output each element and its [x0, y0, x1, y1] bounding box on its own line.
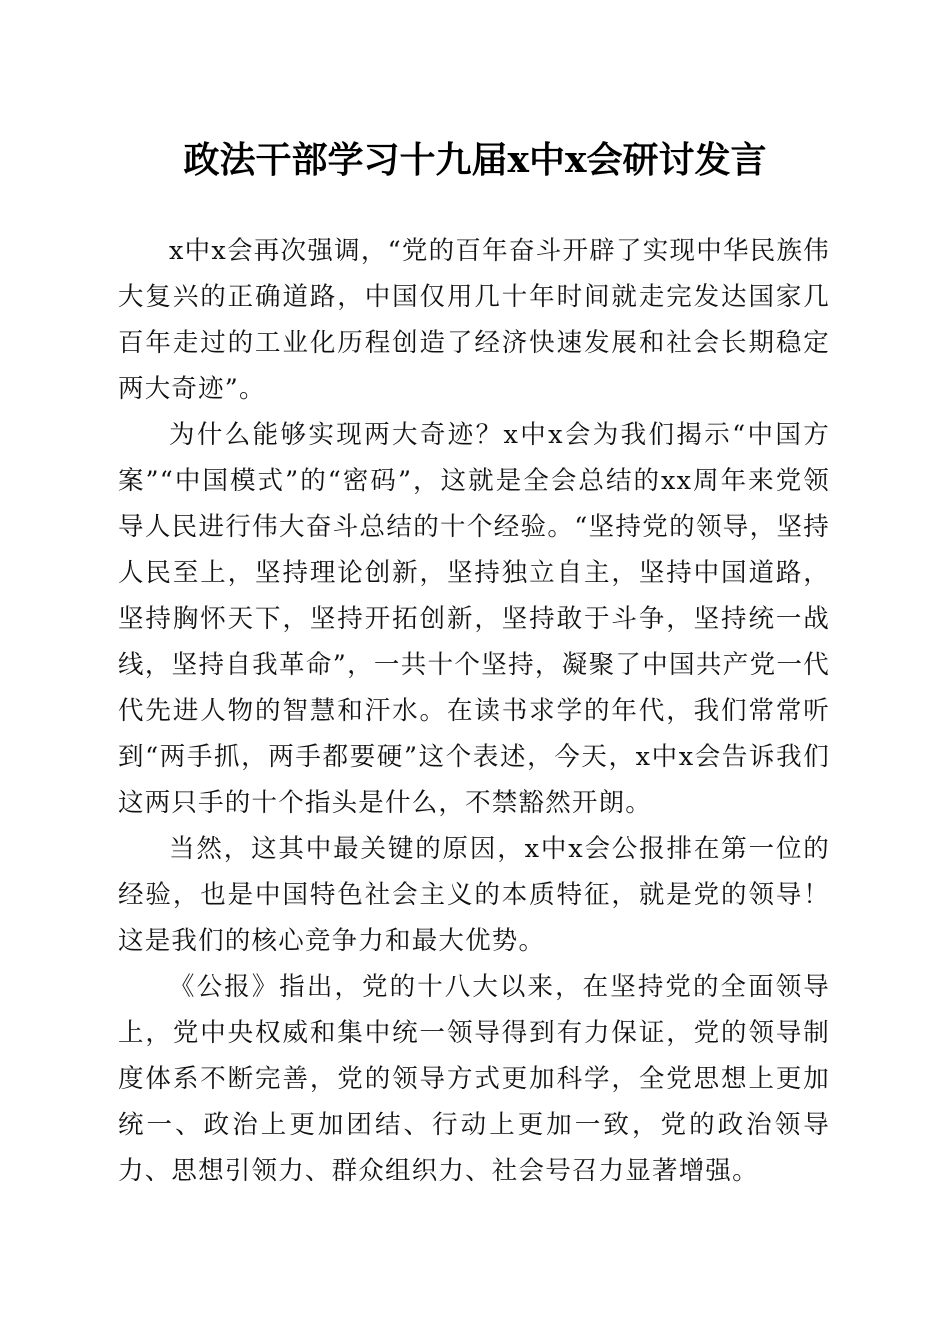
document-body	[118, 228, 830, 1194]
paragraph-2: 为什么能够实现两大奇迹？x中x会为我们揭示“中国方案”“中国模式”的“密码”，这就是全会总结的xx周年来党领导人民进行伟大奋斗总结的十个经验。“坚持党的领导，坚持人民至上，坚持理论创新，坚持独立自主，坚持中国道路，坚持胸怀天下，坚持开拓创新，坚持敢于斗争，坚持统一战线，坚持自我革命”，一共十个坚持，凝聚了中国共产党一代代先进人物的智慧和汗水。在读书求学的年代，我们常常听到“两手抓，两手都要硬”这个表述，今天，x中x会告诉我们这两只手的十个指头是什么，不禁豁然开朗。	[118, 420, 830, 818]
paragraph-4: 《公报》指出，党的十八大以来，在坚持党的全面领导上，党中央权威和集中统一领导得到有力保证，党的领导制度体系不断完善，党的领导方式更加科学，全党思想上更加统一、政治上更加团结、行动上更加一致，党的政治领导力、思想引领力、群众组织力、社会号召力显著增强。	[118, 972, 830, 1186]
paragraph-3: 当然，这其中最关键的原因，x中x会公报排在第一位的经验，也是中国特色社会主义的本质特征，就是党的领导！这是我们的核心竞争力和最大优势。	[118, 834, 830, 956]
paragraph-1: x中x会再次强调，“党的百年奋斗开辟了实现中华民族伟大复兴的正确道路，中国仅用几十年时间就走完发达国家几百年走过的工业化历程创造了经济快速发展和社会长期稳定两大奇迹”。	[118, 236, 830, 404]
page-title: 政法干部学习十九届x中x会研讨发言	[183, 139, 767, 181]
